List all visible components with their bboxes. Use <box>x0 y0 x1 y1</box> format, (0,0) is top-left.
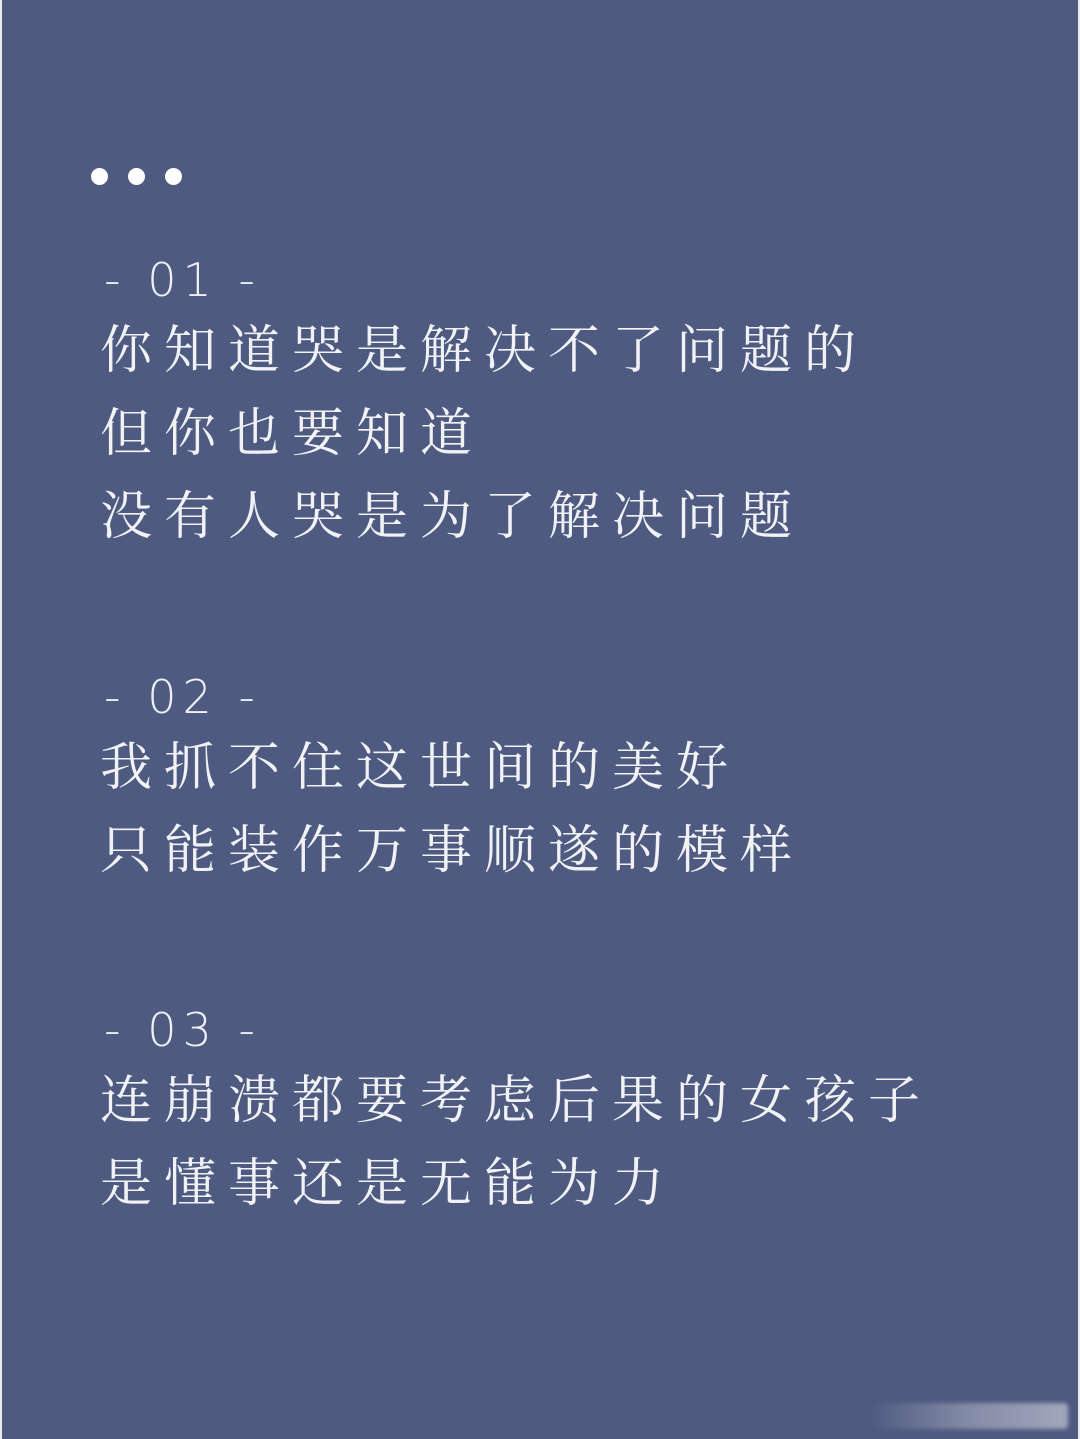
ellipsis-dots-icon <box>91 168 182 185</box>
quote-line: 但你也要知道 <box>100 404 485 464</box>
quote-section-3 <box>100 1000 932 1226</box>
quote-line: 只能装作万事顺遂的模样 <box>100 821 805 881</box>
section-number: - 03 - <box>104 1003 261 1057</box>
quote-line: 我抓不住这世间的美好 <box>100 738 741 798</box>
quote-section-1 <box>100 250 868 559</box>
quote-section-2 <box>100 667 804 893</box>
quote-line: 是懂事还是无能为力 <box>100 1154 677 1214</box>
dot-icon <box>165 168 182 185</box>
quote-line: 没有人哭是为了解决问题 <box>100 487 805 547</box>
section-number: - 01 - <box>104 253 261 307</box>
section-number: - 02 - <box>104 670 261 724</box>
quote-line: 连崩溃都要考虑后果的女孩子 <box>100 1071 933 1131</box>
dot-icon <box>91 168 108 185</box>
quote-line: 你知道哭是解决不了问题的 <box>100 321 869 381</box>
watermark <box>868 1403 1068 1429</box>
dot-icon <box>128 168 145 185</box>
